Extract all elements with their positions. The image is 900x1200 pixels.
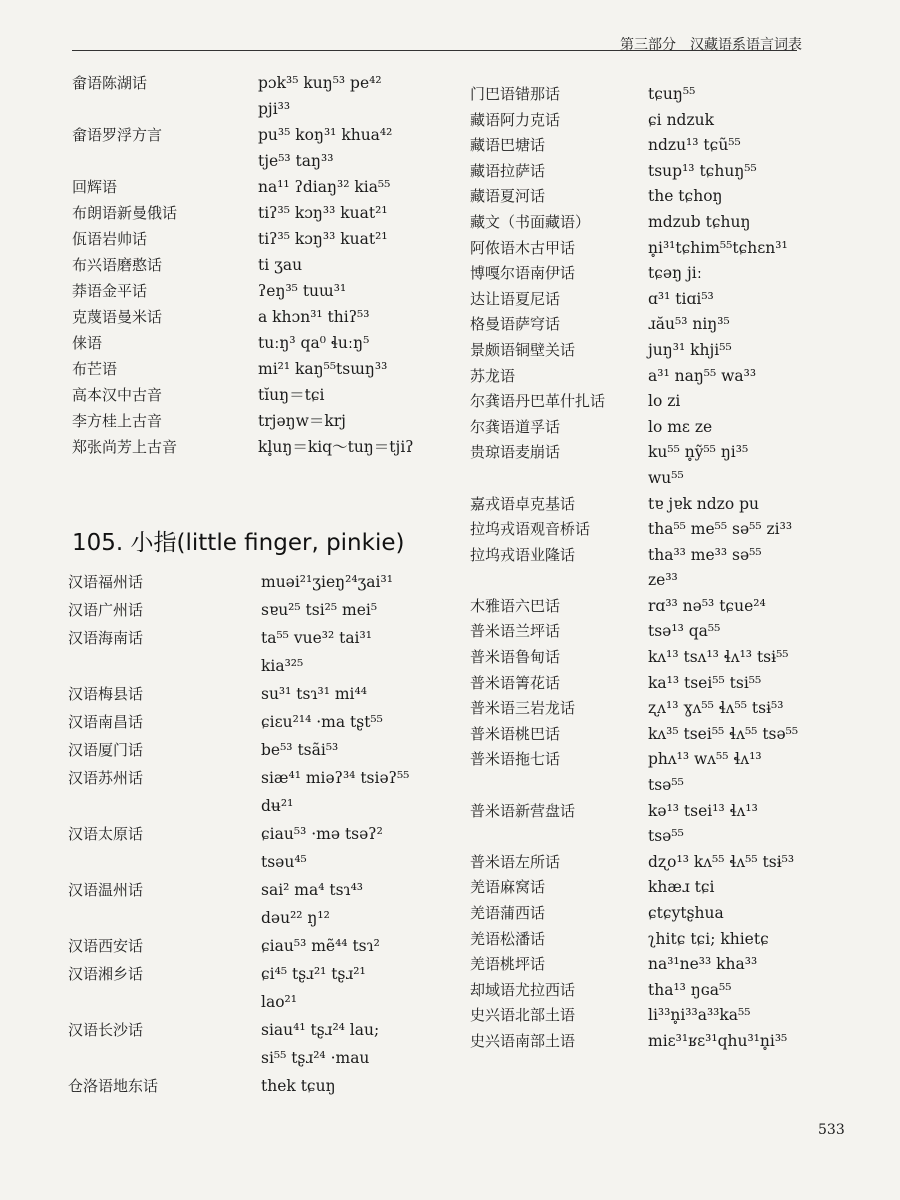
language-name: 汉语海南话 <box>68 629 144 647</box>
word-form: lo mɛ ze <box>648 417 713 436</box>
word-form: tiʔ³⁵ kɔŋ³³ kuat²¹ <box>258 230 388 248</box>
language-name: 羌语桃坪话 <box>470 955 546 974</box>
entry-row <box>72 226 452 252</box>
word-form: a³¹ naŋ⁵⁵ wa³³ <box>648 366 757 385</box>
entry-row <box>470 338 850 364</box>
entry-row <box>470 415 850 441</box>
word-form: na¹¹ ʔdiaŋ³² kia⁵⁵ <box>258 178 391 196</box>
entry-row <box>72 434 452 460</box>
word-form: ku⁵⁵ n̥ỹ⁵⁵ ŋi³⁵ wu⁵⁵ <box>648 443 749 487</box>
language-name: 普米语新营盘话 <box>470 801 576 820</box>
language-name: 汉语南昌话 <box>68 713 144 731</box>
language-name: 汉语苏州话 <box>68 769 144 787</box>
word-form: sai² ma⁴ tsɿ⁴³ dəu²² ŋ¹² <box>261 881 363 927</box>
entry-row <box>68 708 448 736</box>
language-name: 羌语蒲西话 <box>470 904 546 922</box>
word-form: kʌ¹³ tsʌ¹³ ɬʌ¹³ tsɨ⁵⁵ <box>648 648 789 667</box>
entry-row <box>72 356 452 382</box>
entry-row <box>72 330 452 356</box>
entry-row <box>68 876 448 932</box>
language-name: 佤语岩帅话 <box>72 230 148 248</box>
language-name: 景颇语铜壁关话 <box>470 340 576 359</box>
language-name: 藏语拉萨话 <box>470 161 546 180</box>
language-name: 汉语广州话 <box>68 601 144 619</box>
entry-row <box>470 594 850 620</box>
entry-row <box>470 747 850 798</box>
entry-row <box>72 278 452 304</box>
entry-row <box>72 304 452 330</box>
word-form: ɹău⁵³ niŋ³⁵ <box>648 315 730 334</box>
language-name: 汉语梅县话 <box>68 685 144 703</box>
language-name: 藏文（书面藏语） <box>470 212 591 231</box>
language-name: 门巴语错那话 <box>470 85 561 103</box>
word-form: ɕiɛu²¹⁴ ·ma tʂt⁵⁵ <box>261 713 383 731</box>
language-name: 史兴语北部土语 <box>470 1006 576 1025</box>
entry-row <box>470 236 850 262</box>
word-form: trjəŋw＝krj <box>258 412 346 430</box>
language-name: 李方桂上古音 <box>72 412 163 430</box>
language-name: 普米语拖七话 <box>470 750 561 769</box>
entry-row <box>470 799 850 850</box>
word-form: ʅhitɕ tɕi; khietɕ <box>648 929 769 948</box>
word-form: ɑ³¹ tiɑi⁵³ <box>648 289 714 308</box>
entry-row <box>68 1072 448 1100</box>
entry-row <box>470 312 850 338</box>
language-name: 尔龚语丹巴革什扎话 <box>470 392 606 411</box>
word-form: tɕəŋ jiː <box>648 264 702 283</box>
language-name: 普米语兰坪话 <box>470 622 561 641</box>
entry-row <box>470 287 850 313</box>
language-name: 布兴语磨憨话 <box>72 256 163 274</box>
entry-row <box>470 184 850 210</box>
entry-row <box>470 696 850 722</box>
language-name: 羌语松潘话 <box>470 929 546 948</box>
word-form: tɕuŋ⁵⁵ <box>648 85 696 103</box>
running-head: 第三部分 汉藏语系语言词表 <box>620 37 802 53</box>
entry-row <box>470 671 850 697</box>
language-name: 藏语巴塘话 <box>470 136 546 155</box>
entry-row <box>68 736 448 764</box>
page-number: 533 <box>818 1122 845 1138</box>
entry-row <box>470 850 850 876</box>
word-form: tɐ jɐk ndzo pu <box>648 494 759 513</box>
word-form: pu³⁵ koŋ³¹ khua⁴² tje⁵³ taŋ³³ <box>258 126 393 170</box>
word-form: kl̥uŋ＝kiq～tuŋ＝tjiʔ <box>258 438 414 456</box>
entry-row <box>72 382 452 408</box>
entry-list-top-left <box>72 70 452 460</box>
language-name: 高本汉中古音 <box>72 386 163 404</box>
entry-row <box>470 389 850 415</box>
word-form: ɕiau⁵³ mẽ⁴⁴ tsɿ² <box>261 937 380 955</box>
entry-row <box>68 1016 448 1072</box>
entry-row <box>470 722 850 748</box>
entry-row <box>470 1003 850 1029</box>
word-form: lo zi <box>648 392 681 411</box>
language-name: 嘉戎语卓克基话 <box>470 494 576 513</box>
language-name: 克蔑语曼米话 <box>72 308 163 326</box>
entry-row <box>470 210 850 236</box>
word-form: su³¹ tsɿ³¹ mi⁴⁴ <box>261 685 367 703</box>
entry-list-right <box>470 82 850 1055</box>
word-form: n̥i³¹tɕhim⁵⁵tɕhɛn³¹ <box>648 238 788 257</box>
word-form: mi²¹ kaŋ⁵⁵tsɯŋ³³ <box>258 360 388 378</box>
language-name: 畲语罗浮方言 <box>72 126 163 144</box>
language-name: 布芒语 <box>72 360 118 378</box>
entry-row <box>470 619 850 645</box>
language-name: 畲语陈湖话 <box>72 74 148 92</box>
language-name: 阿侬语木古甲话 <box>470 238 576 257</box>
entry-row <box>470 901 850 927</box>
word-form: rɑ³³ nə⁵³ tɕue²⁴ <box>648 596 766 615</box>
entry-row <box>470 133 850 159</box>
word-form: be⁵³ tsãi⁵³ <box>261 741 339 759</box>
entry-row <box>470 645 850 671</box>
word-form: miɛ³¹ʁɛ³¹qhu³¹n̥i³⁵ <box>648 1031 788 1050</box>
language-name: 普米语箐花话 <box>470 673 561 692</box>
language-name: 回辉语 <box>72 178 118 196</box>
entry-row <box>470 952 850 978</box>
word-form: kʌ³⁵ tsei⁵⁵ ɬʌ⁵⁵ tsə⁵⁵ <box>648 724 799 743</box>
entry-row <box>470 261 850 287</box>
language-name: 郑张尚芳上古音 <box>72 438 178 456</box>
language-name: 汉语太原话 <box>68 825 144 843</box>
language-name: 汉语湘乡话 <box>68 965 144 983</box>
language-name: 拉坞戎语观音桥话 <box>470 520 591 539</box>
word-form: ɕi ndzuk <box>648 110 715 129</box>
word-form: ʐʌ¹³ ɣʌ⁵⁵ ɬʌ⁵⁵ tsɨ⁵³ <box>648 699 784 718</box>
word-form: tiʔ³⁵ kɔŋ³³ kuat²¹ <box>258 204 388 222</box>
word-form: muəi²¹ʒieŋ²⁴ʒai³¹ <box>261 573 393 591</box>
language-name: 史兴语南部土语 <box>470 1031 576 1050</box>
entry-row <box>68 764 448 820</box>
word-form: siæ⁴¹ miəʔ³⁴ tsiəʔ⁵⁵ dʉ²¹ <box>261 769 410 815</box>
entry-row <box>470 1029 850 1055</box>
word-form: tha⁵⁵ me⁵⁵ sə⁵⁵ zi³³ <box>648 520 793 539</box>
word-form: the tɕhoŋ <box>648 187 723 206</box>
language-name: 拉坞戎语业隆话 <box>470 545 576 564</box>
word-form: ndzu¹³ tɕũ⁵⁵ <box>648 136 741 155</box>
language-name: 汉语西安话 <box>68 937 144 955</box>
word-form: juŋ³¹ khji⁵⁵ <box>648 340 732 359</box>
entry-row <box>68 680 448 708</box>
language-name: 却域语尤拉西话 <box>470 980 576 999</box>
entry-row <box>470 543 850 594</box>
entry-row <box>470 875 850 901</box>
word-form: a khɔn³¹ thiʔ⁵³ <box>258 308 370 326</box>
word-form: kə¹³ tsei¹³ ɬʌ¹³ tsə⁵⁵ <box>648 801 758 846</box>
entry-row <box>470 440 850 491</box>
header-rule <box>72 50 797 51</box>
word-form: na³¹ne³³ kha³³ <box>648 955 758 974</box>
entry-row <box>470 159 850 185</box>
entry-row <box>68 820 448 876</box>
entry-row <box>72 200 452 226</box>
language-name: 普米语左所话 <box>470 852 561 871</box>
entry-row <box>72 70 452 122</box>
word-form: thek tɕuŋ <box>261 1077 336 1095</box>
word-form: khæɹ tɕi <box>648 878 715 897</box>
word-form: siau⁴¹ tʂɹ²⁴ lau; si⁵⁵ tʂɹ²⁴ ·mau <box>261 1021 380 1067</box>
entry-row <box>470 927 850 953</box>
entry-row <box>72 252 452 278</box>
language-name: 汉语厦门话 <box>68 741 144 759</box>
entry-row <box>68 960 448 1016</box>
language-name: 普米语三岩龙话 <box>470 699 576 718</box>
entry-row <box>68 596 448 624</box>
entry-list-bottom-left <box>68 568 448 1100</box>
language-name: 格曼语萨穹话 <box>470 315 561 334</box>
language-name: 达让语夏尼话 <box>470 289 561 308</box>
word-form: ɕi⁴⁵ tʂɹ²¹ tʂɹ²¹ lao²¹ <box>261 965 366 1011</box>
language-name: 贵琼语麦崩话 <box>470 443 561 462</box>
word-form: ɕtɕytʂhua <box>648 904 724 922</box>
entry-row <box>470 978 850 1004</box>
entry-row <box>72 174 452 200</box>
entry-row <box>470 108 850 134</box>
language-name: 普米语桃巴话 <box>470 724 561 743</box>
language-name: 仓洛语地东话 <box>68 1077 159 1095</box>
language-name: 藏语夏河话 <box>470 187 546 206</box>
section-title <box>72 524 404 557</box>
language-name: 俫语 <box>72 334 103 352</box>
language-name: 汉语长沙话 <box>68 1021 144 1039</box>
word-form: tsup¹³ tɕhuŋ⁵⁵ <box>648 161 757 180</box>
word-form: pɔk³⁵ kuŋ⁵³ pe⁴² pji³³ <box>258 74 382 118</box>
language-name: 藏语阿力克话 <box>470 110 561 129</box>
section-heading: 小指(little finger, pinkie) <box>130 530 405 556</box>
entry-row <box>68 932 448 960</box>
entry-row <box>68 568 448 596</box>
word-form: tuːŋ³ qa⁰ ɬuːŋ⁵ <box>258 334 370 352</box>
word-form: ʔeŋ³⁵ tuɯ³¹ <box>258 282 347 300</box>
word-form: ka¹³ tsei⁵⁵ tsi⁵⁵ <box>648 673 762 692</box>
language-name: 布朗语新曼俄话 <box>72 204 178 222</box>
entry-row <box>470 82 850 108</box>
word-form: tĭuŋ＝tɕi <box>258 386 325 404</box>
language-name: 博嘎尔语南伊话 <box>470 264 576 283</box>
word-form: ti ʒau <box>258 256 303 274</box>
word-form: sɐu²⁵ tsi²⁵ mei⁵ <box>261 601 378 619</box>
entry-row <box>72 122 452 174</box>
section-number: 105. <box>72 530 124 556</box>
word-form: dʐo¹³ kʌ⁵⁵ ɬʌ⁵⁵ tsɨ⁵³ <box>648 852 795 871</box>
word-form: mdzub tɕhuŋ <box>648 212 751 231</box>
word-form: tha³³ me³³ sə⁵⁵ ze³³ <box>648 545 762 590</box>
entry-row <box>68 624 448 680</box>
word-form: phʌ¹³ wʌ⁵⁵ ɬʌ¹³ tsə⁵⁵ <box>648 750 762 795</box>
language-name: 尔龚语道孚话 <box>470 417 561 436</box>
language-name: 木雅语六巴话 <box>470 596 561 615</box>
language-name: 汉语温州话 <box>68 881 144 899</box>
language-name: 苏龙语 <box>470 366 516 385</box>
entry-row <box>470 517 850 543</box>
language-name: 莽语金平话 <box>72 282 148 300</box>
word-form: tha¹³ ŋɢa⁵⁵ <box>648 980 732 999</box>
entry-row <box>470 364 850 390</box>
language-name: 普米语鲁甸话 <box>470 648 561 667</box>
word-form: li³³n̥i³³a³³ka⁵⁵ <box>648 1006 751 1025</box>
word-form: tsə¹³ qa⁵⁵ <box>648 622 721 641</box>
entry-row <box>470 492 850 518</box>
language-name: 羌语麻窝话 <box>470 878 546 897</box>
language-name: 汉语福州话 <box>68 573 144 591</box>
word-form: ta⁵⁵ vue³² tai³¹ kia³²⁵ <box>261 629 372 675</box>
word-form: ɕiau⁵³ ·mə tsəʔ² tsəu⁴⁵ <box>261 825 383 871</box>
entry-row <box>72 408 452 434</box>
